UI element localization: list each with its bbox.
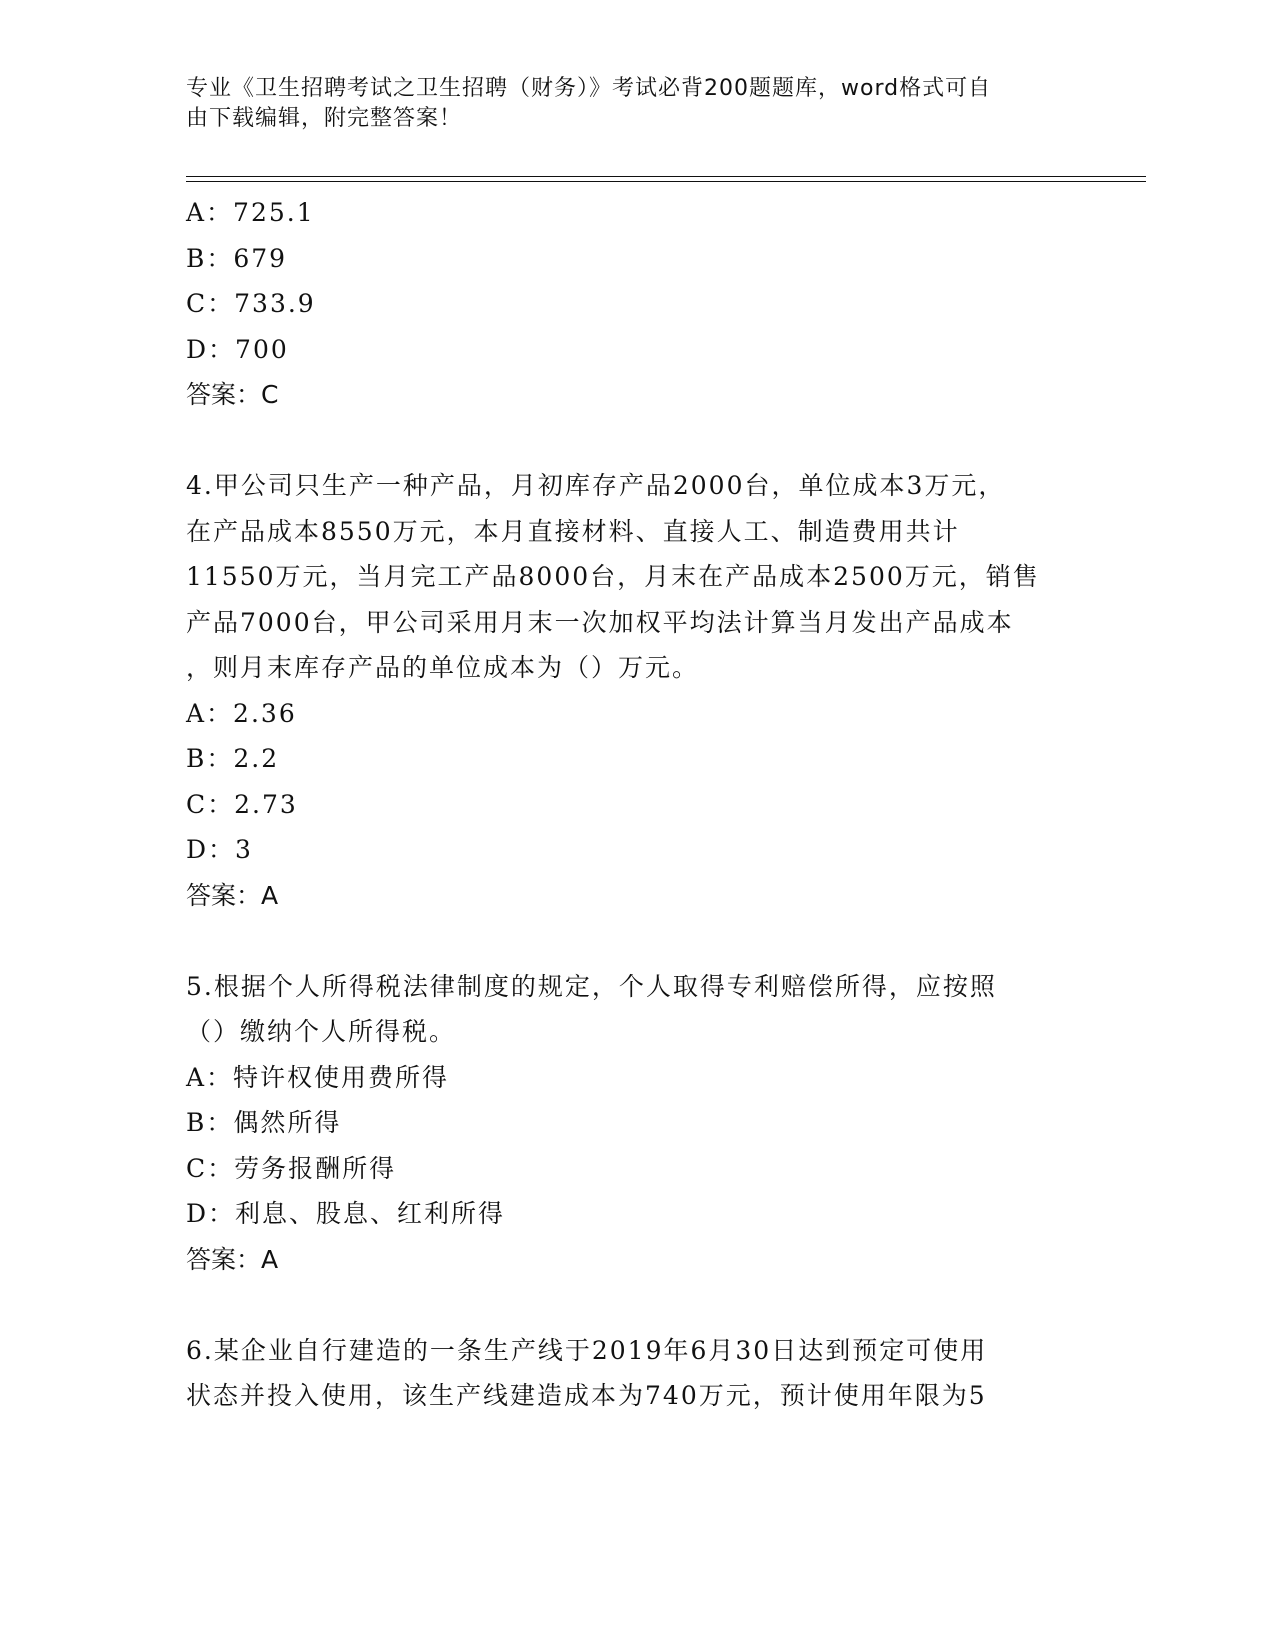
question-text-line: 5.根据个人所得税法律制度的规定，个人取得专利赔偿所得，应按照 bbox=[186, 971, 997, 1001]
question-text-line: 4.甲公司只生产一种产品，月初库存产品2000台，单位成本3万元， bbox=[186, 471, 1006, 500]
option-b: B：2.2 bbox=[186, 744, 280, 773]
document-body bbox=[186, 190, 1076, 1419]
spacer bbox=[186, 1282, 1076, 1328]
question-5 bbox=[186, 964, 1076, 1283]
answer-line: 答案：C bbox=[186, 380, 279, 409]
question-6 bbox=[186, 1328, 1076, 1419]
question-text-line: ，则月末库存产品的单位成本为（）万元。 bbox=[186, 653, 700, 682]
question-text-line: 11550万元，当月完工产品8000台，月末在产品成本2500万元，销售 bbox=[186, 562, 1040, 591]
question-text-line: 状态并投入使用，该生产线建造成本为740万元，预计使用年限为5 bbox=[186, 1381, 987, 1410]
header-title-line-1: 专业《卫生招聘考试之卫生招聘（财务）》考试必背200题题库，word格式可自 bbox=[186, 76, 992, 101]
spacer bbox=[186, 918, 1076, 964]
header-divider-bottom bbox=[186, 181, 1146, 182]
option-c: C：733.9 bbox=[186, 289, 316, 318]
option-c: C：劳务报酬所得 bbox=[186, 1153, 397, 1183]
answer-line: 答案：A bbox=[186, 880, 279, 910]
option-a: A：2.36 bbox=[186, 698, 297, 728]
spacer bbox=[186, 418, 1076, 464]
option-a: A：特许权使用费所得 bbox=[186, 1062, 450, 1092]
question-text-line: 在产品成本8550万元，本月直接材料、直接人工、制造费用共计 bbox=[186, 516, 960, 546]
document-header bbox=[186, 74, 1066, 134]
question-text-line: 6.某企业自行建造的一条生产线于2019年6月30日达到预定可使用 bbox=[186, 1335, 988, 1365]
option-d: D：700 bbox=[186, 334, 289, 364]
question-3 bbox=[186, 190, 1076, 418]
option-d: D：利息、股息、红利所得 bbox=[186, 1199, 506, 1228]
option-b: B：679 bbox=[186, 243, 288, 273]
option-c: C：2.73 bbox=[186, 789, 298, 819]
option-a: A：725.1 bbox=[186, 198, 315, 227]
answer-line: 答案：A bbox=[186, 1244, 279, 1274]
question-text-line: （）缴纳个人所得税。 bbox=[186, 1017, 457, 1046]
option-d: D：3 bbox=[186, 835, 253, 864]
header-title-line-2: 由下载编辑，附完整答案！ bbox=[186, 106, 463, 131]
option-b: B：偶然所得 bbox=[186, 1108, 342, 1137]
header-divider-top bbox=[186, 176, 1146, 177]
question-4 bbox=[186, 463, 1076, 918]
question-text-line: 产品7000台，甲公司采用月末一次加权平均法计算当月发出产品成本 bbox=[186, 607, 1014, 637]
